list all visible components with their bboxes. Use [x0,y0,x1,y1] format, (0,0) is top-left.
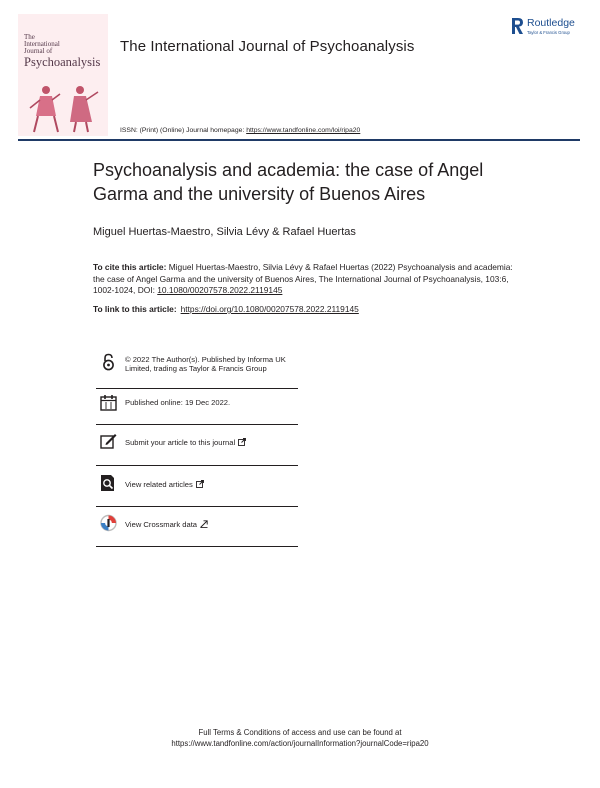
external-link-icon [196,480,204,488]
license-text: © 2022 The Author(s). Published by Informa UK Limited, trading as Taylor & Francis Group [125,355,286,374]
article-link-label: To link to this article: [93,304,177,314]
submit-article-item[interactable] [96,432,298,454]
cover-title-line: International [24,40,60,48]
open-access-icon [100,353,117,371]
submit-article-link[interactable] [125,438,301,447]
article-url-link[interactable]: https://doi.org/10.1080/00207578.2022.2119145 [180,304,359,314]
header-rule [18,139,580,141]
info-divider [96,506,298,507]
footer-journal-info-link[interactable]: https://www.tandfonline.com/action/journalInformation?journalCode=ripa20 [171,739,429,748]
cover-title-line: The [24,33,35,41]
published-date: Published online: 19 Dec 2022. [125,398,231,407]
citation-text: Miguel Huertas-Maestro, Silvia Lévy & Rafael Huertas (2022) Psychoanalysis and academia: the case of Angel Garma and the university of Buenos Aires, The International Journal of Psychoanalysis, 103:6, 1002-1024, DOI: [93,262,513,295]
info-divider [96,465,298,466]
info-divider [96,424,298,425]
routledge-logo-icon [510,17,524,35]
publisher-group: Taylor & Francis Group [527,30,570,35]
footer-terms-text: Full Terms & Conditions of access and use can be found at [198,728,402,737]
crossmark-item[interactable] [96,514,298,536]
journal-cover [18,14,108,136]
related-articles-icon [100,474,117,492]
article-title: Psychoanalysis and academia: the case of Angel Garma and the university of Buenos Aires [93,160,484,204]
cover-figures-illustration [26,82,102,134]
crossmark-icon [100,514,117,532]
journal-homepage-link[interactable]: https://www.tandfonline.com/loi/ripa20 [246,127,361,134]
crossmark-link[interactable] [125,520,301,529]
related-articles-label: View related articles [125,480,193,489]
related-articles-link[interactable] [125,480,301,489]
license-item [96,353,298,387]
issn-label: ISSN: (Print) (Online) Journal homepage: [120,127,247,134]
edit-icon [100,432,117,450]
external-link-icon [200,520,208,528]
cover-title-line: Journal of [24,47,53,55]
publisher-name: Routledge [527,17,575,29]
cover-title-line: Psychoanalysis [24,55,101,69]
submit-article-label: Submit your article to this journal [125,438,236,447]
issn-line [120,127,360,134]
crossmark-label: View Crossmark data [125,520,198,529]
footer-terms [100,727,500,749]
external-link-icon [238,438,246,446]
citation-label: To cite this article: [93,262,167,272]
related-articles-item[interactable] [96,474,298,496]
info-divider [96,388,298,389]
publisher-logo [510,17,590,39]
published-item [96,394,298,416]
journal-title: The International Journal of Psychoanalysis [120,38,415,55]
info-divider [96,546,298,547]
calendar-icon [100,394,117,412]
cover-title [24,34,108,69]
article-link-line [93,304,359,314]
doi-link[interactable]: 10.1080/00207578.2022.2119145 [157,285,283,295]
article-authors: Miguel Huertas-Maestro, Silvia Lévy & Rafael Huertas [93,226,356,238]
citation-block [93,262,513,297]
